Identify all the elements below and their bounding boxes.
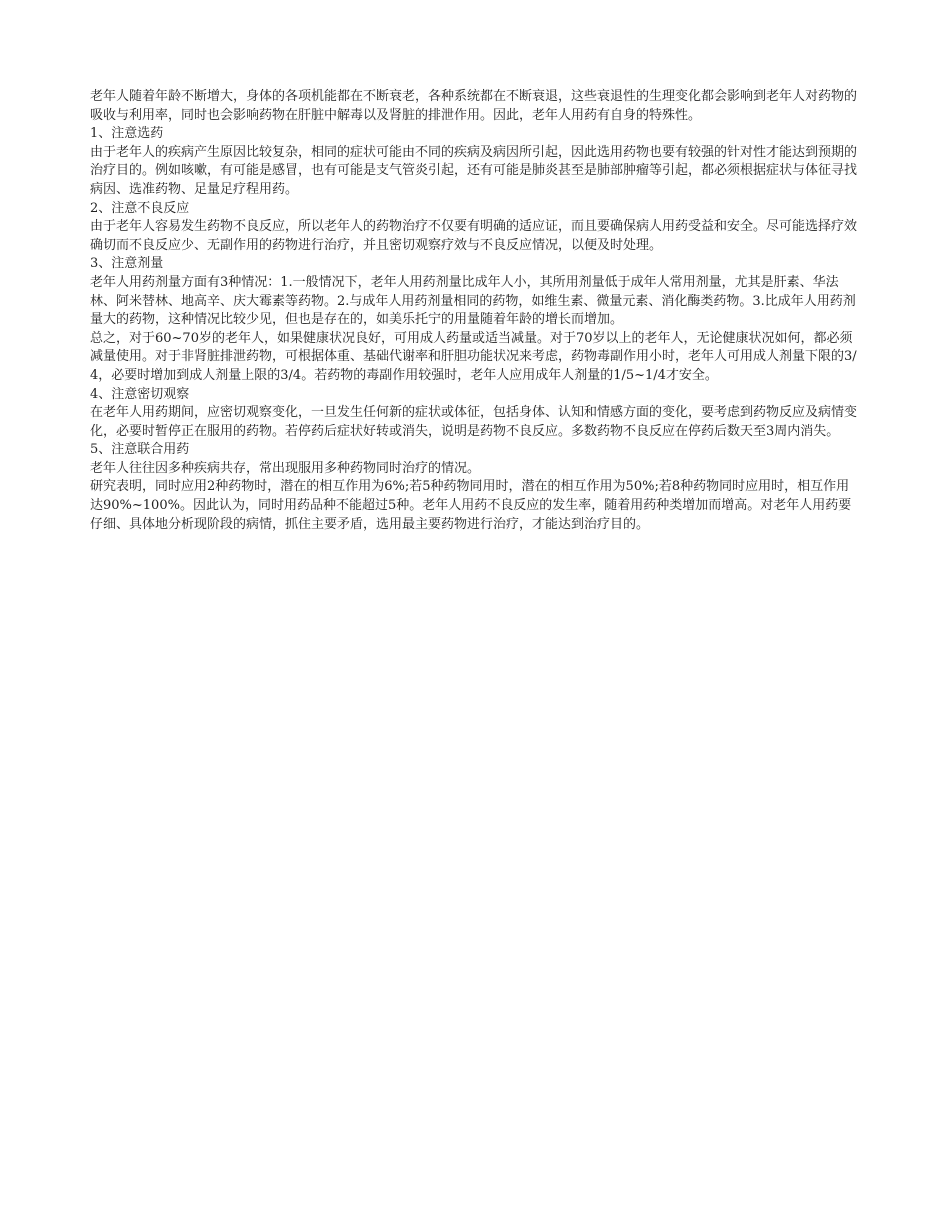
intro-paragraph: 老年人随着年龄不断增大，身体的各项机能都在不断衰老，各种系统都在不断衰退，这些衰退性的生理变化都会影响到老年人对药物的吸收与利用率，同时也会影响药物在肝脏中解毒以及肾脏的排泄作用。因此，老年人用药有自身的特殊性。 <box>90 89 858 123</box>
section-5-paragraph-2: 研究表明，同时应用2种药物时，潜在的相互作用为6%;若5种药物同用时，潜在的相互作用为50%;若8种药物同时应用时，相互作用达90%~100%。因此认为，同时用药品种不能超过5种。老年人用药不良反应的发生率，随着用药种类增加而增高。对老年人用药要仔细、具体地分析现阶段的病情，抓住主要矛盾，选用最主要药物进行治疗，才能达到治疗目的。 <box>90 479 852 532</box>
section-3-paragraph-2: 总之，对于60~70岁的老年人，如果健康状况良好，可用成人药量或适当减量。对于70岁以上的老年人，无论健康状况如何，都必须减量使用。对于非肾脏排泄药物，可根据体重、基础代谢率和肝胆功能状况来考虑，药物毒副作用小时，老年人可用成人剂量下限的3/4，必要时增加到成人剂量上限的3/4。若药物的毒副作用较强时，老年人应用成年人剂量的1/5~1/4才安全。 <box>90 330 857 383</box>
document-body <box>90 88 860 534</box>
section-1-paragraph-1: 由于老年人的疾病产生原因比较复杂，相同的症状可能由不同的疾病及病因所引起，因此选用药物也要有较强的针对性才能达到预期的治疗目的。例如咳嗽，有可能是感冒，也有可能是支气管炎引起，还有可能是肺炎甚至是肺部肿瘤等引起，都必须根据症状与体征寻找病因、选准药物、足量足疗程用药。 <box>90 144 858 197</box>
section-3-paragraph-1: 老年人用药剂量方面有3种情况：1.一般情况下，老年人用药剂量比成年人小，其所用剂量低于成年人常用剂量，尤其是肝素、华法林、阿米替林、地高辛、庆大霉素等药物。2.与成年人用药剂量相同的药物，如维生素、微量元素、消化酶类药物。3.比成年人用药剂量大的药物，这种情况比较少见，但也是存在的，如美乐托宁的用量随着年龄的增长而增加。 <box>90 274 856 328</box>
section-2-heading: 2、注意不良反应 <box>90 200 190 216</box>
section-4-paragraph-1: 在老年人用药期间，应密切观察变化，一旦发生任何新的症状或体征，包括身体、认知和情感方面的变化，要考虑到药物反应及病情变化，必要时暂停正在服用的药物。若停药后症状好转或消失，说明是药物不良反应。多数药物不良反应在停药后数天至3周内消失。 <box>90 405 858 439</box>
section-5-paragraph-1: 老年人往往因多种疾病共存，常出现服用多种药物同时治疗的情况。 <box>90 460 481 476</box>
section-5-heading: 5、注意联合用药 <box>90 442 190 458</box>
section-1-heading: 1、注意选药 <box>90 126 164 142</box>
section-2-paragraph-1: 由于老年人容易发生药物不良反应，所以老年人的药物治疗不仅要有明确的适应证，而且要确保病人用药受益和安全。尽可能选择疗效确切而不良反应少、无副作用的药物进行治疗，并且密切观察疗效与不良反应情况，以便及时处理。 <box>90 219 858 253</box>
section-4-heading: 4、注意密切观察 <box>90 386 190 402</box>
section-3-heading: 3、注意剂量 <box>90 256 164 272</box>
